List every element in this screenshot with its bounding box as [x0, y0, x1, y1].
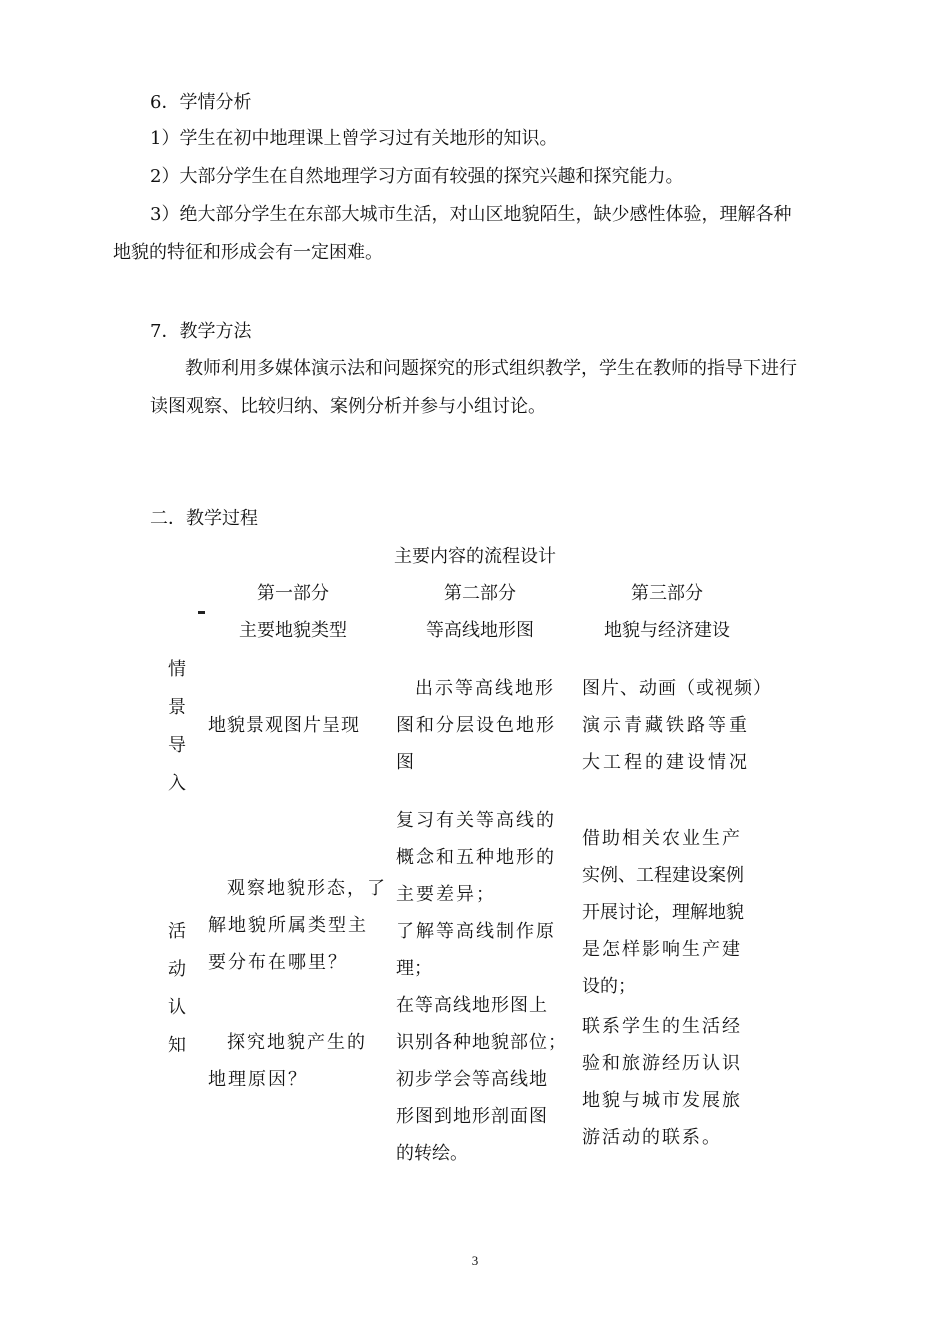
row-2-col-3-line: 验和旅游经历认识 [582, 1053, 742, 1074]
row-2-col-2-line: 理； [396, 958, 432, 979]
section-6-title: 6．学情分析 [150, 92, 252, 113]
row-1-label-char: 入 [168, 773, 186, 794]
column-1-part: 第一部分 [257, 583, 329, 604]
row-1-col-2-line: 出示等高线地形 [415, 678, 555, 699]
row-2-label-char: 活 [168, 921, 186, 942]
row-2-col-2-line: 复习有关等高线的 [396, 810, 556, 831]
section-7-line-1: 教师利用多媒体演示法和问题探究的形式组织教学，学生在教师的指导下进行 [185, 358, 797, 379]
row-2-label-char: 动 [168, 959, 186, 980]
row-1-label-char: 情 [168, 659, 186, 680]
row-2-col-2-line: 的转绘。 [396, 1143, 468, 1164]
row-2-col-3-line: 实例、工程建设案例 [582, 865, 744, 886]
row-2-label-char: 知 [168, 1035, 186, 1056]
row-1-col-2-line: 图 [396, 752, 414, 773]
teaching-process-title: 二．教学过程 [150, 508, 258, 529]
row-2-col-2-line: 在等高线地形图上 [396, 995, 548, 1016]
row-2-col-3-line: 是怎样影响生产建 [582, 939, 742, 960]
row-2-col-1b-line: 地理原因？ [208, 1069, 308, 1090]
row-1-col-2-line: 图和分层设色地形 [396, 715, 556, 736]
row-2-col-1b-line: 探究地貌产生的 [227, 1032, 367, 1053]
table-title: 主要内容的流程设计 [394, 546, 556, 567]
column-3-part: 第三部分 [631, 583, 703, 604]
row-2-col-1a-line: 要分布在哪里？ [208, 952, 348, 973]
row-2-col-3-line: 设的； [582, 976, 636, 997]
row-2-col-1a-line: 解地貌所属类型主 [208, 915, 368, 936]
row-2-col-2-line: 主要差异； [396, 884, 496, 905]
section-6-item-2: 2）大部分学生在自然地理学习方面有较强的探究兴趣和探究能力。 [150, 166, 684, 187]
row-2-col-2-line: 初步学会等高线地 [396, 1069, 548, 1090]
row-2-col-3-line: 借助相关农业生产 [582, 828, 742, 849]
section-6-item-1: 1）学生在初中地理课上曾学习过有关地形的知识。 [150, 128, 558, 149]
row-2-col-3-line: 地貌与城市发展旅 [582, 1090, 742, 1111]
row-2-col-3-line: 联系学生的生活经 [582, 1016, 742, 1037]
row-2-col-2-line: 识别各种地貌部位； [396, 1032, 567, 1053]
row-1-col-3-line: 图片、动画（或视频） [582, 678, 772, 699]
section-6-item-3: 3）绝大部分学生在东部大城市生活，对山区地貌陌生，缺少感性体验，理解各种 [150, 204, 792, 225]
row-1-col-3-line: 演示青藏铁路等重 [582, 715, 750, 736]
row-2-col-2-line: 概念和五种地形的 [396, 847, 556, 868]
column-3-topic: 地貌与经济建设 [604, 620, 730, 641]
row-2-col-1a-line: 观察地貌形态，了 [227, 878, 387, 899]
row-2-label-char: 认 [168, 997, 186, 1018]
section-6-item-3-cont: 地貌的特征和形成会有一定困难。 [113, 242, 383, 263]
row-2-col-2-line: 了解等高线制作原 [396, 921, 556, 942]
row-1-label-char: 景 [168, 697, 186, 718]
row-2-col-3-line: 游活动的联系。 [582, 1127, 722, 1148]
column-2-topic: 等高线地形图 [426, 620, 534, 641]
row-1-col-1: 地貌景观图片呈现 [208, 715, 360, 736]
section-7-line-2: 读图观察、比较归纳、案例分析并参与小组讨论。 [150, 396, 546, 417]
row-1-col-3-line: 大工程的建设情况 [582, 752, 750, 773]
row-2-col-2-line: 形图到地形剖面图 [396, 1106, 548, 1127]
column-2-part: 第二部分 [444, 583, 516, 604]
page-number: 3 [471, 1253, 479, 1268]
row-2-col-3-line: 开展讨论，理解地貌 [582, 902, 744, 923]
row-1-label-char: 导 [168, 735, 186, 756]
header-marker [198, 611, 205, 614]
column-1-topic: 主要地貌类型 [239, 620, 347, 641]
section-7-title: 7．教学方法 [150, 321, 252, 342]
